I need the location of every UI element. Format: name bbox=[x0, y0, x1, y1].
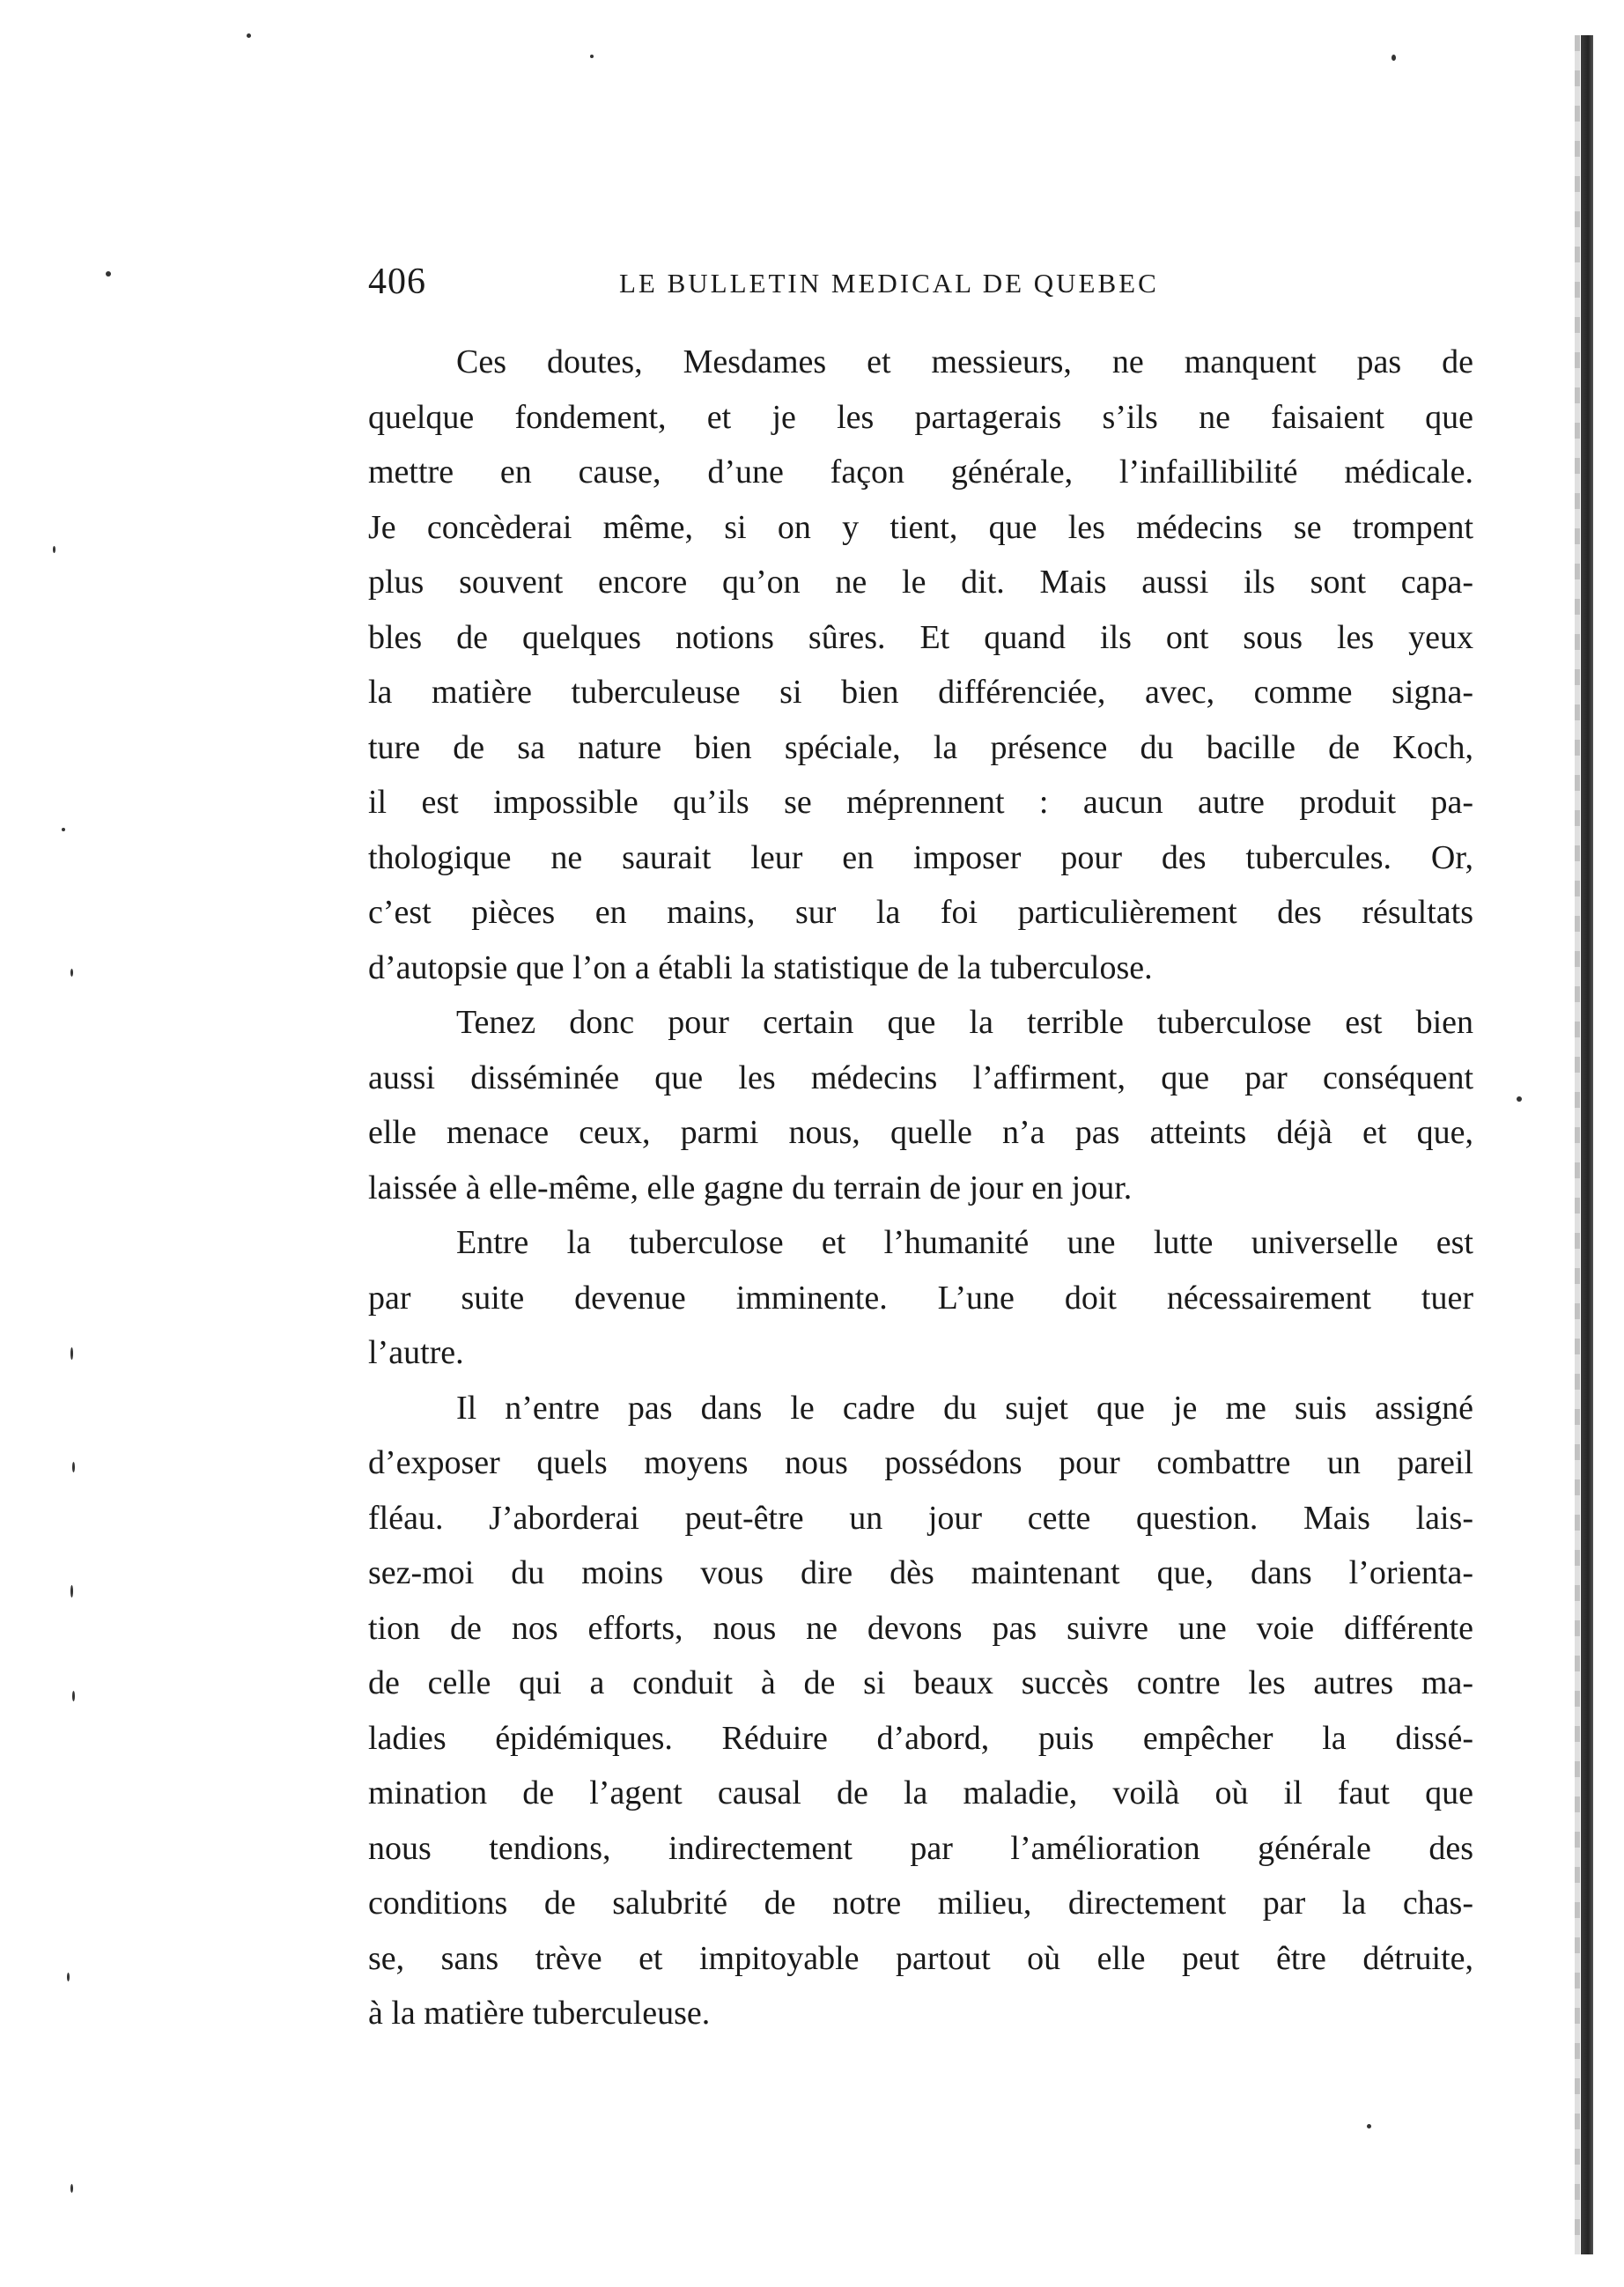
scan-speck bbox=[590, 55, 594, 58]
text-line: tion de nos efforts, nous ne devons pas suivre une voie différente bbox=[368, 1609, 1473, 1647]
text-line: d’autopsie que l’on a établi la statistique de la tuberculose. bbox=[368, 948, 1153, 986]
text-line: ladies épidémiques. Réduire d’abord, puis empêcher la dissé- bbox=[368, 1719, 1473, 1757]
text-line: Il n’entre pas dans le cadre du sujet que je me suis assigné bbox=[456, 1389, 1473, 1427]
text-line: Je concèderai même, si on y tient, que les médecins se trompent bbox=[368, 508, 1473, 546]
scan-speck bbox=[70, 1585, 73, 1597]
text-line: mination de l’agent causal de la maladie, voilà où il faut que bbox=[368, 1774, 1473, 1811]
scan-speck bbox=[1517, 1096, 1522, 1102]
scan-speck bbox=[72, 1462, 75, 1472]
text-line: conditions de salubrité de notre milieu, directement par la chas- bbox=[368, 1885, 1473, 1922]
text-line: aussi disséminée que les médecins l’affirment, que par conséquent bbox=[368, 1059, 1473, 1096]
text-line: d’exposer quels moyens nous possédons pour combattre un pareil bbox=[368, 1444, 1473, 1481]
text-line: bles de quelques notions sûres. Et quand ils ont sous les yeux bbox=[368, 618, 1473, 656]
scan-speck bbox=[247, 33, 251, 38]
binding-edge-shadow bbox=[1575, 35, 1580, 2254]
text-line: la matière tuberculeuse si bien différenciée, avec, comme signa- bbox=[368, 674, 1473, 711]
text-line: nous tendions, indirectement par l’amélioration générale des bbox=[368, 1829, 1473, 1867]
scan-speck bbox=[62, 828, 65, 831]
text-line: par suite devenue imminente. L’une doit nécessairement tuer bbox=[368, 1279, 1473, 1317]
text-line: Ces doutes, Mesdames et messieurs, ne manquent pas de bbox=[456, 343, 1473, 380]
scan-speck bbox=[53, 546, 55, 553]
text-line: thologique ne saurait leur en imposer pour des tubercules. Or, bbox=[368, 838, 1473, 876]
text-line: laissée à elle-même, elle gagne du terrain de jour en jour. bbox=[368, 1169, 1133, 1206]
running-title: LE BULLETIN MEDICAL DE QUEBEC bbox=[619, 268, 1159, 299]
text-line: Tenez donc pour certain que la terrible tuberculose est bien bbox=[456, 1004, 1473, 1041]
text-line: mettre en cause, d’une façon générale, l’infaillibilité médicale. bbox=[368, 454, 1473, 491]
scan-speck bbox=[106, 271, 111, 277]
scan-speck bbox=[1391, 55, 1396, 61]
paragraph bbox=[368, 1381, 1473, 2041]
scan-speck bbox=[67, 1973, 70, 1981]
paragraph bbox=[368, 1215, 1473, 1381]
binding-edge bbox=[1581, 35, 1593, 2254]
page-header bbox=[368, 261, 1473, 314]
text-line: elle menace ceux, parmi nous, quelle n’a pas atteints déjà et que, bbox=[368, 1114, 1473, 1151]
text-line: de celle qui a conduit à de si beaux succès contre les autres ma- bbox=[368, 1664, 1473, 1701]
text-line: il est impossible qu’ils se méprennent : aucun autre produit pa- bbox=[368, 784, 1473, 821]
text-line: à la matière tuberculeuse. bbox=[368, 1995, 711, 2032]
paragraph bbox=[368, 995, 1473, 1215]
text-line: se, sans trève et impitoyable partout où elle peut être détruite, bbox=[368, 1939, 1473, 1977]
scan-speck bbox=[72, 1691, 75, 1701]
scan-speck bbox=[70, 1347, 73, 1360]
text-line: sez-moi du moins vous dire dès maintenant que, dans l’orienta- bbox=[368, 1554, 1473, 1591]
paragraph bbox=[368, 335, 1473, 995]
text-line: ture de sa nature bien spéciale, la présence du bacille de Koch, bbox=[368, 728, 1473, 766]
text-line: l’autre. bbox=[368, 1334, 464, 1371]
body-text bbox=[368, 335, 1473, 2041]
page-number: 406 bbox=[368, 262, 426, 302]
text-line: quelque fondement, et je les partagerais s’ils ne faisaient que bbox=[368, 398, 1473, 436]
scan-speck bbox=[70, 969, 73, 977]
text-line: c’est pièces en mains, sur la foi particulièrement des résultats bbox=[368, 894, 1473, 931]
scan-speck bbox=[70, 2184, 73, 2193]
text-line: Entre la tuberculose et l’humanité une lutte universelle est bbox=[456, 1224, 1473, 1261]
text-line: plus souvent encore qu’on ne le dit. Mais aussi ils sont capa- bbox=[368, 564, 1473, 601]
scan-speck bbox=[1367, 2124, 1371, 2128]
text-line: fléau. J’aborderai peut-être un jour cette question. Mais lais- bbox=[368, 1499, 1473, 1537]
